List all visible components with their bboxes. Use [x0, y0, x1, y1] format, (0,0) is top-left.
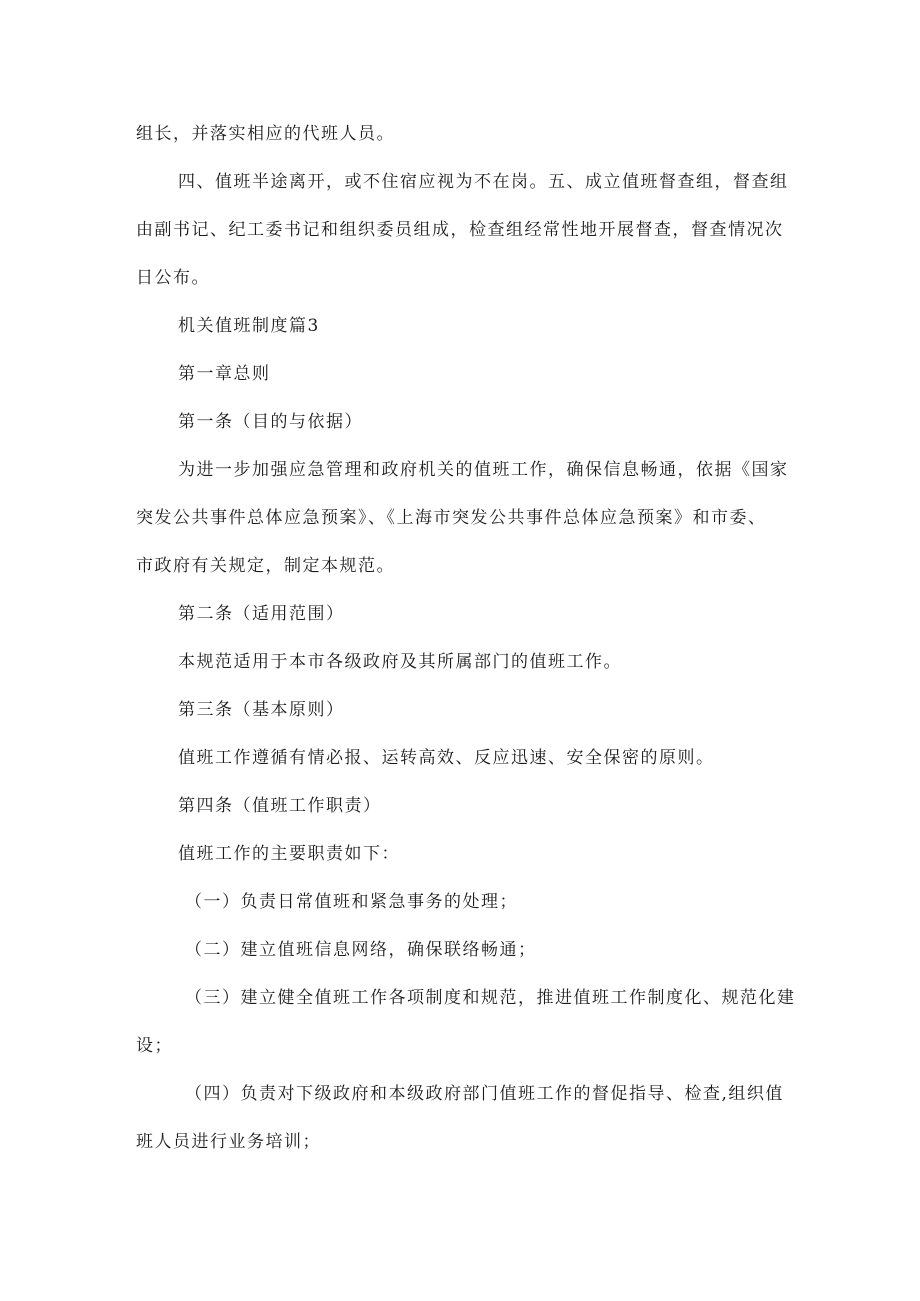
- text-line: 组长，并落实相应的代班人员。: [136, 124, 395, 144]
- list-item: （三）建立健全值班工作各项制度和规范，推进值班工作制度化、规范化建: [185, 988, 796, 1008]
- paragraph-first-line: 本规范适用于本市各级政府及其所属部门的值班工作。: [178, 652, 622, 672]
- text-line: 班人员进行业务培训；: [136, 1132, 321, 1152]
- paragraph-first-line: 值班工作遵循有情必报、运转高效、反应迅速、安全保密的原则。: [178, 748, 715, 768]
- article-heading: 第一条（目的与依据）: [178, 412, 363, 432]
- section-title: 机关值班制度篇3: [178, 316, 320, 336]
- text-line: 市政府有关规定，制定本规范。: [136, 556, 395, 576]
- chapter-heading: 第一章总则: [178, 364, 271, 384]
- article-heading: 第二条（适用范围）: [178, 604, 345, 624]
- article-heading: 第三条（基本原则）: [178, 700, 345, 720]
- article-heading: 第四条（值班工作职责）: [178, 796, 382, 816]
- text-line: 日公布。: [136, 268, 210, 288]
- paragraph-first-line: 为进一步加强应急管理和政府机关的值班工作，确保信息畅通，依据《国家: [178, 460, 789, 480]
- text-line: 设；: [136, 1036, 173, 1056]
- text-line: 由副书记、纪工委书记和组织委员组成，检查组经常性地开展督查，督查情况次: [136, 220, 784, 240]
- list-item: （二）建立值班信息网络，确保联络畅通；: [185, 940, 537, 960]
- list-item: （四）负责对下级政府和本级政府部门值班工作的督促指导、检查,组织值: [185, 1084, 784, 1104]
- text-line: 突发公共事件总体应急预案》、《上海市突发公共事件总体应急预案》和市委、: [136, 508, 767, 528]
- list-item: （一）负责日常值班和紧急事务的处理；: [185, 892, 518, 912]
- paragraph-first-line: 四、值班半途离开，或不住宿应视为不在岗。五、成立值班督查组，督查组: [178, 172, 789, 192]
- paragraph-first-line: 值班工作的主要职责如下：: [178, 844, 400, 864]
